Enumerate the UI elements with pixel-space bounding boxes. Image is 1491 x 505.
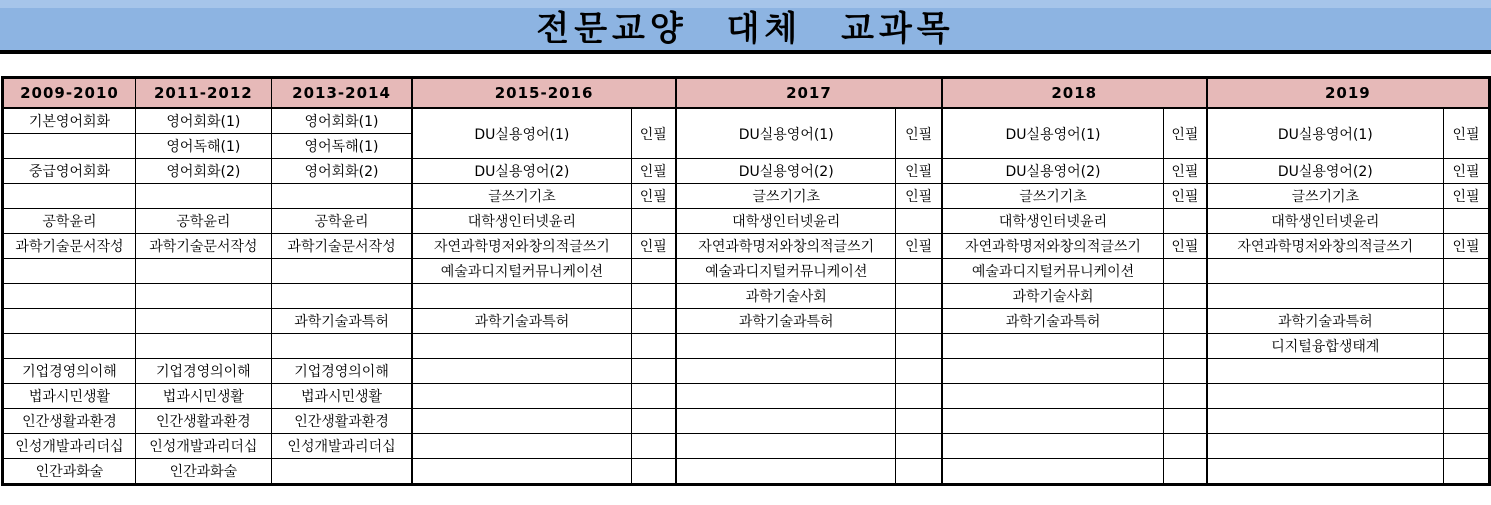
course-cell (135, 259, 271, 284)
course-cell: 법과시민생활 (3, 384, 136, 409)
course-cell: 영어회화(2) (271, 159, 412, 184)
year-header-2017: 2017 (676, 78, 942, 109)
course-cell: 기업경영의이해 (271, 359, 412, 384)
table-row (3, 309, 1490, 334)
course-cell: 영어독해(1) (135, 134, 271, 159)
course-cell: 대학생인터넷윤리 (1207, 209, 1444, 234)
year-header-2019: 2019 (1207, 78, 1490, 109)
flag-cell: 인필 (896, 159, 942, 184)
flag-cell: 인필 (631, 234, 676, 259)
course-cell (271, 334, 412, 359)
course-cell (676, 409, 896, 434)
flag-cell (1443, 334, 1489, 359)
course-cell: 영어회화(1) (271, 108, 412, 134)
course-cell: 예술과디지털커뮤니케이션 (942, 259, 1164, 284)
course-cell: 대학생인터넷윤리 (676, 209, 896, 234)
flag-cell (1164, 434, 1207, 459)
course-cell: 인간과화술 (3, 459, 136, 485)
course-cell (135, 184, 271, 209)
year-header-row (3, 78, 1490, 109)
spacer (0, 54, 1491, 76)
course-cell (942, 334, 1164, 359)
course-cell: 법과시민생활 (271, 384, 412, 409)
course-cell: 인성개발과리더십 (271, 434, 412, 459)
course-cell: 예술과디지털커뮤니케이션 (676, 259, 896, 284)
course-cell: 과학기술사회 (676, 284, 896, 309)
course-cell (412, 384, 631, 409)
flag-cell (1164, 259, 1207, 284)
course-cell (412, 334, 631, 359)
course-cell: DU실용영어(1) (676, 108, 896, 159)
course-cell (676, 384, 896, 409)
flag-cell (896, 209, 942, 234)
table-row (3, 334, 1490, 359)
course-cell: 과학기술과특허 (942, 309, 1164, 334)
flag-cell: 인필 (1443, 234, 1489, 259)
course-cell (676, 359, 896, 384)
course-cell: 디지털융합생태계 (1207, 334, 1444, 359)
course-cell (271, 259, 412, 284)
flag-cell (631, 284, 676, 309)
course-cell: 글쓰기기초 (412, 184, 631, 209)
flag-cell (1443, 309, 1489, 334)
course-cell (1207, 434, 1444, 459)
course-cell (3, 284, 136, 309)
course-cell: DU실용영어(1) (942, 108, 1164, 159)
flag-cell (1443, 434, 1489, 459)
course-cell (942, 384, 1164, 409)
course-cell: 자연과학명저와창의적글쓰기 (412, 234, 631, 259)
flag-cell (896, 359, 942, 384)
flag-cell: 인필 (1164, 108, 1207, 159)
flag-cell: 인필 (896, 108, 942, 159)
course-cell: 과학기술과특허 (412, 309, 631, 334)
table-row (3, 159, 1490, 184)
flag-cell (1164, 459, 1207, 485)
flag-cell: 인필 (1164, 234, 1207, 259)
flag-cell (896, 284, 942, 309)
flag-cell (1164, 359, 1207, 384)
flag-cell: 인필 (631, 184, 676, 209)
course-cell (412, 434, 631, 459)
flag-cell (631, 359, 676, 384)
course-cell: 과학기술과특허 (1207, 309, 1444, 334)
course-cell (412, 284, 631, 309)
course-cell (3, 309, 136, 334)
course-cell: 중급영어회화 (3, 159, 136, 184)
course-cell: 법과시민생활 (135, 384, 271, 409)
flag-cell (1164, 309, 1207, 334)
course-cell: 대학생인터넷윤리 (942, 209, 1164, 234)
page-title (0, 0, 1491, 54)
course-cell (3, 259, 136, 284)
table-row (3, 384, 1490, 409)
flag-cell (1443, 384, 1489, 409)
flag-cell: 인필 (1443, 184, 1489, 209)
course-cell (412, 409, 631, 434)
course-cell: 글쓰기기초 (676, 184, 896, 209)
flag-cell (896, 384, 942, 409)
course-cell: 글쓰기기초 (942, 184, 1164, 209)
course-cell (942, 434, 1164, 459)
course-table (1, 76, 1491, 486)
course-cell: 영어회화(2) (135, 159, 271, 184)
flag-cell (631, 384, 676, 409)
course-cell: 인간생활과환경 (135, 409, 271, 434)
course-cell: DU실용영어(2) (676, 159, 896, 184)
course-cell (1207, 359, 1444, 384)
course-cell (676, 334, 896, 359)
course-cell: 글쓰기기초 (1207, 184, 1444, 209)
table-row (3, 459, 1490, 485)
flag-cell: 인필 (896, 184, 942, 209)
flag-cell (1443, 409, 1489, 434)
course-cell: 기업경영의이해 (3, 359, 136, 384)
year-header-2015-2016: 2015-2016 (412, 78, 676, 109)
flag-cell (1443, 459, 1489, 485)
course-cell (412, 459, 631, 485)
course-cell: 예술과디지털커뮤니케이션 (412, 259, 631, 284)
course-cell: 공학윤리 (271, 209, 412, 234)
course-cell: DU실용영어(1) (412, 108, 631, 159)
year-header-2009-2010: 2009-2010 (3, 78, 136, 109)
course-cell (271, 284, 412, 309)
course-cell (942, 459, 1164, 485)
flag-cell: 인필 (896, 234, 942, 259)
course-cell: 과학기술문서작성 (271, 234, 412, 259)
flag-cell: 인필 (1164, 159, 1207, 184)
course-cell (1207, 409, 1444, 434)
course-cell (942, 359, 1164, 384)
flag-cell: 인필 (1164, 184, 1207, 209)
course-cell: DU실용영어(2) (1207, 159, 1444, 184)
course-cell: 과학기술과특허 (676, 309, 896, 334)
course-cell (676, 434, 896, 459)
flag-cell (631, 334, 676, 359)
course-cell (3, 134, 136, 159)
table-row (3, 434, 1490, 459)
flag-cell (1164, 409, 1207, 434)
flag-cell (631, 259, 676, 284)
course-cell: 과학기술문서작성 (3, 234, 136, 259)
flag-cell (1164, 334, 1207, 359)
course-cell: 대학생인터넷윤리 (412, 209, 631, 234)
course-cell (271, 459, 412, 485)
course-cell: 과학기술문서작성 (135, 234, 271, 259)
course-cell: 과학기술사회 (942, 284, 1164, 309)
flag-cell: 인필 (1443, 159, 1489, 184)
course-cell: 과학기술과특허 (271, 309, 412, 334)
course-cell: 자연과학명저와창의적글쓰기 (942, 234, 1164, 259)
course-cell: DU실용영어(2) (942, 159, 1164, 184)
flag-cell (1443, 259, 1489, 284)
course-cell: 기본영어회화 (3, 108, 136, 134)
flag-cell (631, 459, 676, 485)
table-row (3, 284, 1490, 309)
course-cell: 기업경영의이해 (135, 359, 271, 384)
course-cell (412, 359, 631, 384)
course-cell (1207, 459, 1444, 485)
course-cell (1207, 284, 1444, 309)
flag-cell (1443, 209, 1489, 234)
course-cell: 자연과학명저와창의적글쓰기 (1207, 234, 1444, 259)
course-cell: DU실용영어(1) (1207, 108, 1444, 159)
flag-cell: 인필 (631, 159, 676, 184)
year-header-2018: 2018 (942, 78, 1207, 109)
table-row (3, 409, 1490, 434)
course-cell: DU실용영어(2) (412, 159, 631, 184)
course-cell (942, 409, 1164, 434)
course-cell: 인성개발과리더십 (135, 434, 271, 459)
flag-cell (631, 309, 676, 334)
course-cell: 영어독해(1) (271, 134, 412, 159)
course-cell: 인간생활과환경 (271, 409, 412, 434)
course-cell: 영어회화(1) (135, 108, 271, 134)
table-row (3, 209, 1490, 234)
course-cell (135, 309, 271, 334)
course-cell: 인간생활과환경 (3, 409, 136, 434)
flag-cell (1164, 284, 1207, 309)
course-cell: 자연과학명저와창의적글쓰기 (676, 234, 896, 259)
flag-cell (1164, 384, 1207, 409)
table-row (3, 234, 1490, 259)
course-cell: 공학윤리 (3, 209, 136, 234)
table-row (3, 108, 1490, 134)
flag-cell: 인필 (631, 108, 676, 159)
table-row (3, 259, 1490, 284)
table-row (3, 184, 1490, 209)
year-header-2011-2012: 2011-2012 (135, 78, 271, 109)
course-cell (3, 184, 136, 209)
flag-cell (1443, 284, 1489, 309)
course-cell (676, 459, 896, 485)
page-title-text: 전문교양 대체 교과목 (536, 8, 955, 49)
flag-cell (896, 309, 942, 334)
table-row (3, 359, 1490, 384)
flag-cell (896, 409, 942, 434)
flag-cell (631, 209, 676, 234)
course-cell: 공학윤리 (135, 209, 271, 234)
flag-cell (896, 259, 942, 284)
course-cell: 인간과화술 (135, 459, 271, 485)
year-header-2013-2014: 2013-2014 (271, 78, 412, 109)
course-cell (1207, 259, 1444, 284)
flag-cell (1443, 359, 1489, 384)
flag-cell (631, 434, 676, 459)
course-cell (1207, 384, 1444, 409)
flag-cell (1164, 209, 1207, 234)
course-cell (3, 334, 136, 359)
course-cell (135, 284, 271, 309)
flag-cell (896, 459, 942, 485)
course-cell: 인성개발과리더십 (3, 434, 136, 459)
flag-cell (896, 334, 942, 359)
flag-cell (631, 409, 676, 434)
course-cell (135, 334, 271, 359)
flag-cell: 인필 (1443, 108, 1489, 159)
flag-cell (896, 434, 942, 459)
course-cell (271, 184, 412, 209)
